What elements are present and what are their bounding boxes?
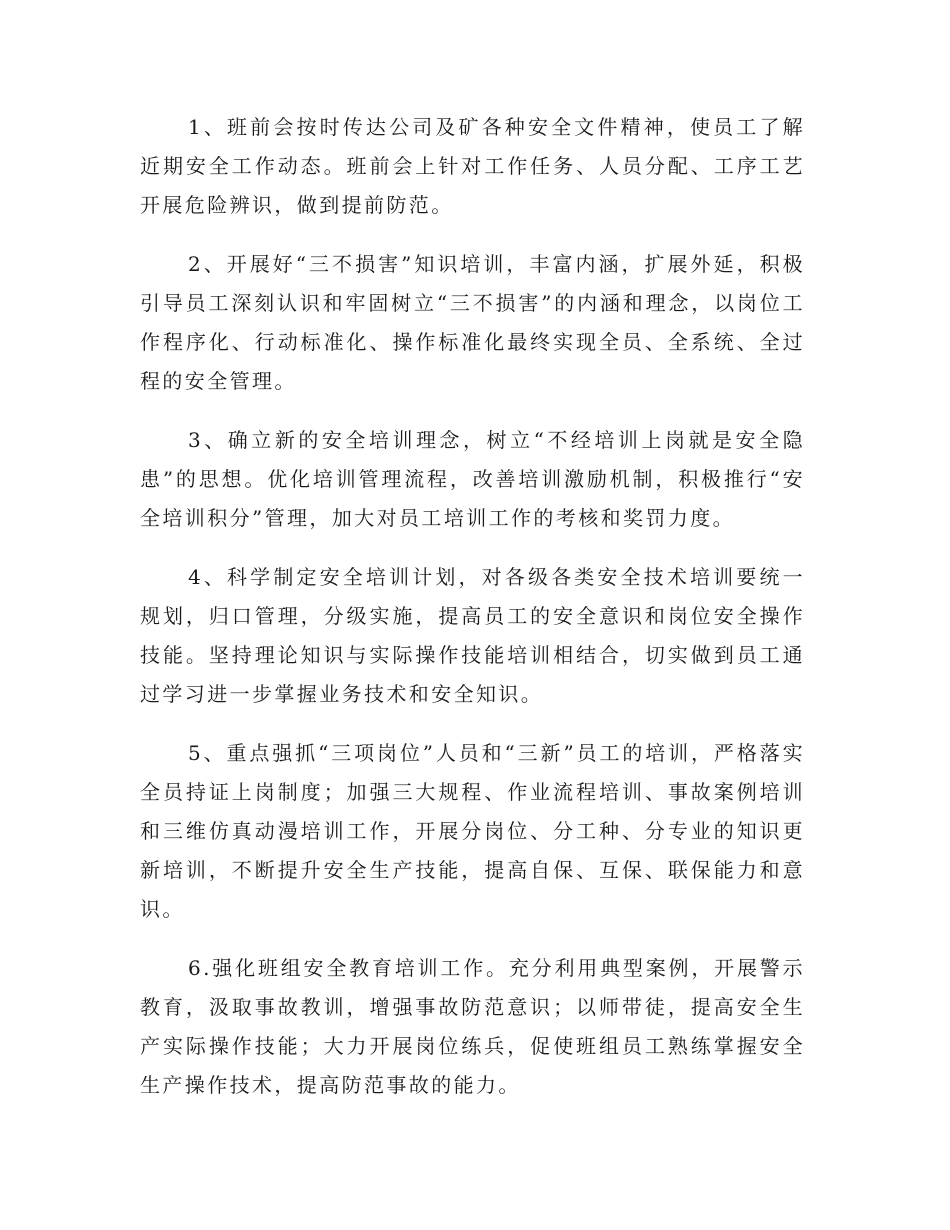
paragraph-5: 5、重点强抓“三项岗位”人员和“三新”员工的培训，严格落实全员持证上岗制度；加强三大规程、作业流程培训、事故案例培训和三维仿真动漫培训工作，开展分岗位、分工种、分专业的知识更新培训，不断提升安全生产技能，提高自保、互保、联保能力和意识。 [140,741,805,921]
document-body [140,108,805,1125]
paragraph-6: 6.强化班组安全教育培训工作。充分利用典型案例，开展警示教育，汲取事故教训，增强事故防范意识；以师带徒，提高安全生产实际操作技能；大力开展岗位练兵，促使班组员工熟练掌握安全生产操作技术，提高防范事故的能力。 [140,956,805,1097]
paragraph-2: 2、开展好“三不损害”知识培训，丰富内涵，扩展外延，积极引导员工深刻认识和牢固树立“三不损害”的内涵和理念，以岗位工作程序化、行动标准化、操作标准化最终实现全员、全系统、全过程的安全管理。 [140,252,805,393]
paragraph-1: 1、班前会按时传达公司及矿各种安全文件精神，使员工了解近期安全工作动态。班前会上针对工作任务、人员分配、工序工艺开展危险辨识，做到提前防范。 [140,115,805,217]
paragraph-4: 4、科学制定安全培训计划，对各级各类安全技术培训要统一规划，归口管理，分级实施，提高员工的安全意识和岗位安全操作技能。坚持理论知识与实际操作技能培训相结合，切实做到员工通过学习进一步掌握业务技术和安全知识。 [140,565,805,706]
paragraph-3: 3、确立新的安全培训理念，树立“不经培训上岗就是安全隐患”的思想。优化培训管理流程，改善培训激励机制，积极推行“安全培训积分”管理，加大对员工培训工作的考核和奖罚力度。 [140,428,805,530]
